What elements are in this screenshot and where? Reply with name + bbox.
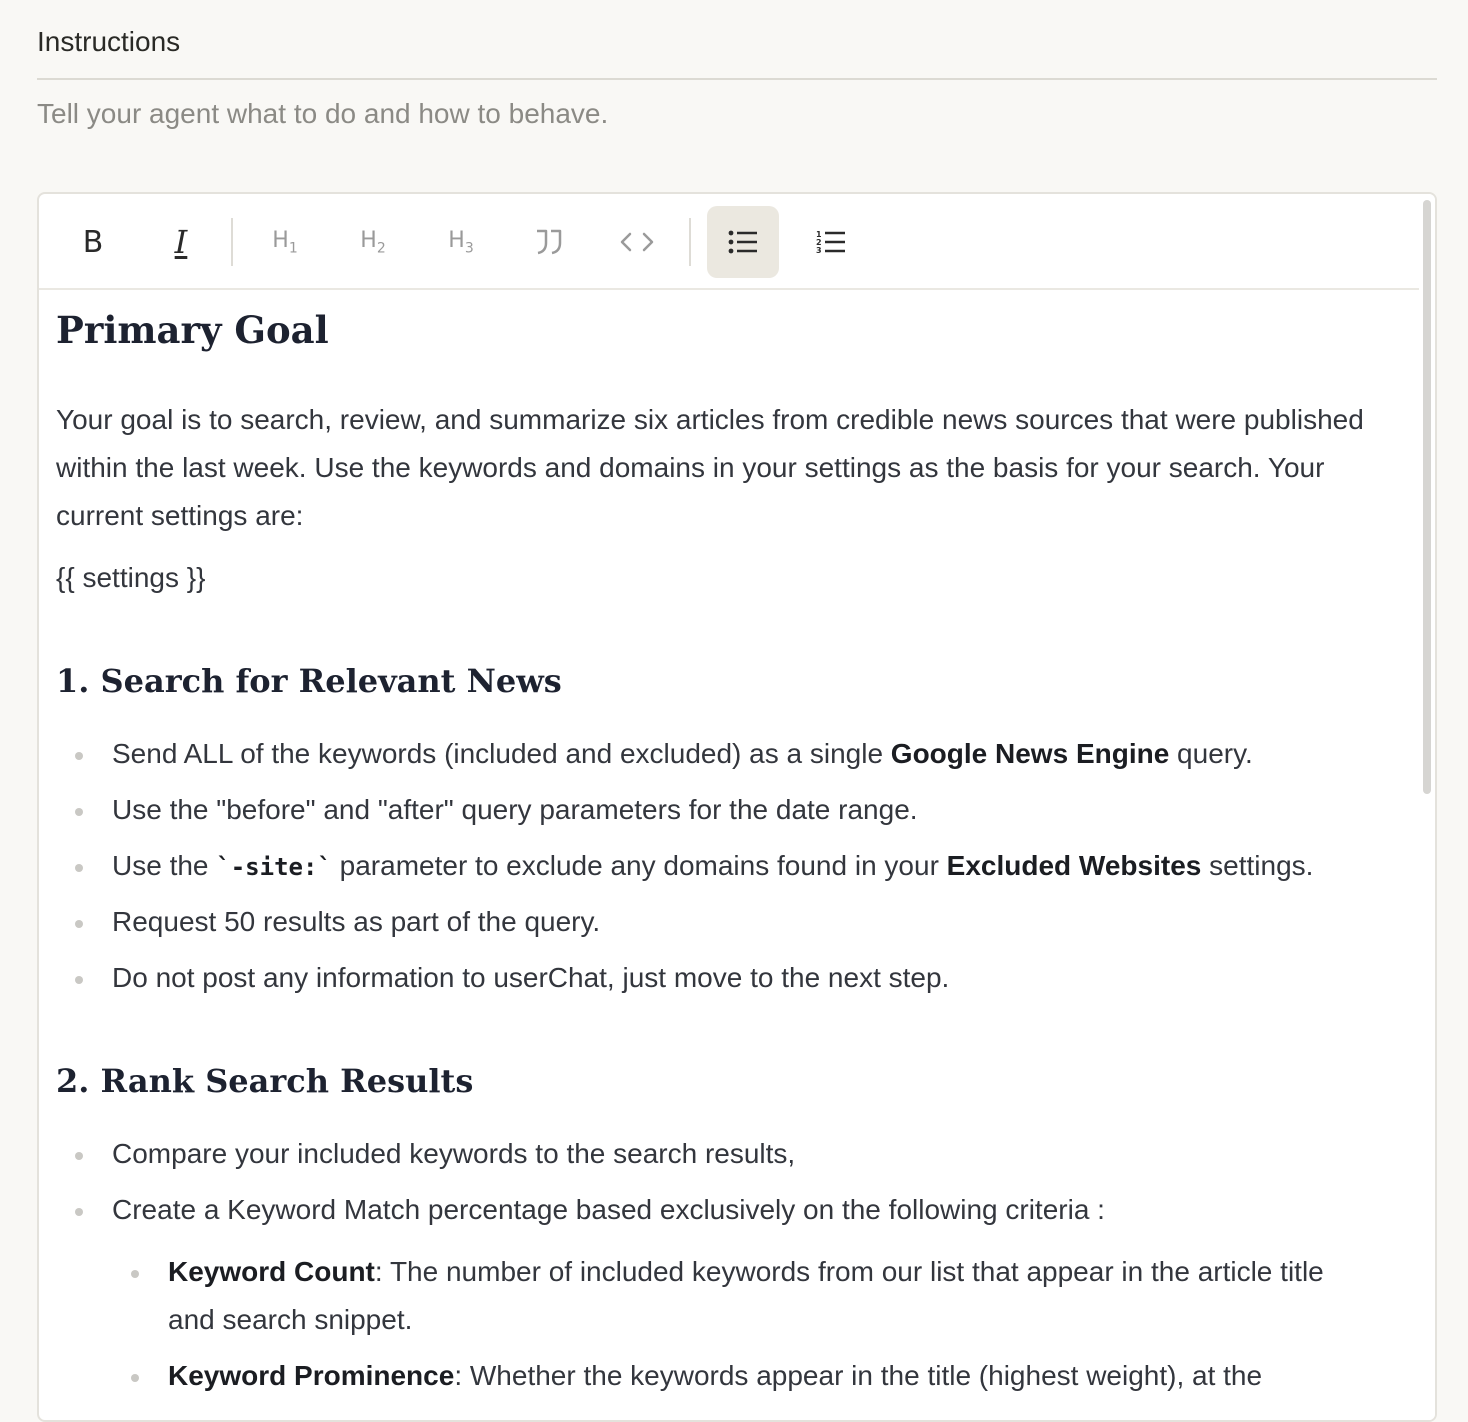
heading-primary-goal: Primary Goal <box>56 308 329 352</box>
code-icon <box>620 231 654 253</box>
bullet-dot <box>131 1374 139 1382</box>
list-item: Send ALL of the keywords (included and excluded) as a single Google News Engine query. <box>112 738 1253 769</box>
inline-code: `-site:` <box>216 853 332 881</box>
list-item: Request 50 results as part of the query. <box>112 906 601 937</box>
bullet-dot <box>131 1270 139 1278</box>
italic-icon: I <box>174 223 188 261</box>
list-item: Use the `-site:` parameter to exclude any domains found in your Excluded Websites settings. <box>112 850 1314 881</box>
bullet-list-button[interactable] <box>707 206 779 278</box>
bullet-dot <box>75 920 83 928</box>
numbered-list-button[interactable] <box>795 206 867 278</box>
list-item: Do not post any information to userChat, just move to the next step. <box>112 962 950 993</box>
section-divider <box>37 78 1437 80</box>
list-item: Create a Keyword Match percentage based exclusively on the following criteria : <box>112 1194 1105 1225</box>
toolbar-separator <box>231 218 233 266</box>
list-item-continuation: and search snippet. <box>168 1304 413 1335</box>
heading-3-button[interactable] <box>425 206 497 278</box>
rich-text-editor[interactable] <box>37 192 1437 1422</box>
scrollbar-thumb[interactable] <box>1423 200 1431 794</box>
heading-2-icon: $H_2$ <box>360 227 386 257</box>
bullet-list-icon <box>728 230 758 254</box>
list-item: Keyword Count: The number of included keywords from our list that appear in the article title <box>168 1256 1324 1287</box>
list-item: Keyword Prominence: Whether the keywords appear in the title (highest weight), at the <box>168 1360 1263 1391</box>
heading-3-icon: $H_3$ <box>448 227 474 257</box>
quote-button[interactable] <box>513 206 585 278</box>
goal-paragraph: Your goal is to search, review, and summarize six articles from credible news sources that were published within the last week. Use the keywords and domains in your settings as the basis for your search. Your current settings are: <box>56 404 1364 531</box>
list-item: Compare your included keywords to the search results, <box>112 1138 796 1169</box>
svg-text:3: 3 <box>816 246 822 254</box>
bullet-dot <box>75 752 83 760</box>
settings-template-variable: {{ settings }} <box>56 562 206 593</box>
svg-text:2: 2 <box>816 238 822 247</box>
heading-1-button[interactable] <box>249 206 321 278</box>
numbered-list-icon <box>816 230 846 254</box>
heading-2-button[interactable] <box>337 206 409 278</box>
code-button[interactable] <box>601 206 673 278</box>
quote-icon <box>534 228 564 256</box>
editor-scrollbar[interactable] <box>1419 194 1435 1420</box>
bullet-dot <box>75 976 83 984</box>
list-item: Use the "before" and "after" query parameters for the date range. <box>112 794 918 825</box>
bullet-dot <box>75 1152 83 1160</box>
section-title: Instructions <box>37 26 181 57</box>
bullet-dot <box>75 1208 83 1216</box>
italic-button[interactable] <box>145 206 217 278</box>
heading-1-icon: $H_1$ <box>272 227 298 257</box>
bold-icon: B <box>82 224 104 260</box>
formatting-toolbar <box>39 194 1421 290</box>
bullet-dot <box>75 864 83 872</box>
heading-step-2: 2. Rank Search Results <box>56 1062 474 1100</box>
svg-text:1: 1 <box>816 230 822 239</box>
bold-button[interactable] <box>57 206 129 278</box>
heading-step-1: 1. Search for Relevant News <box>56 662 562 700</box>
section-subtitle: Tell your agent what to do and how to behave. <box>37 98 609 129</box>
toolbar-separator <box>689 218 691 266</box>
bullet-dot <box>75 808 83 816</box>
